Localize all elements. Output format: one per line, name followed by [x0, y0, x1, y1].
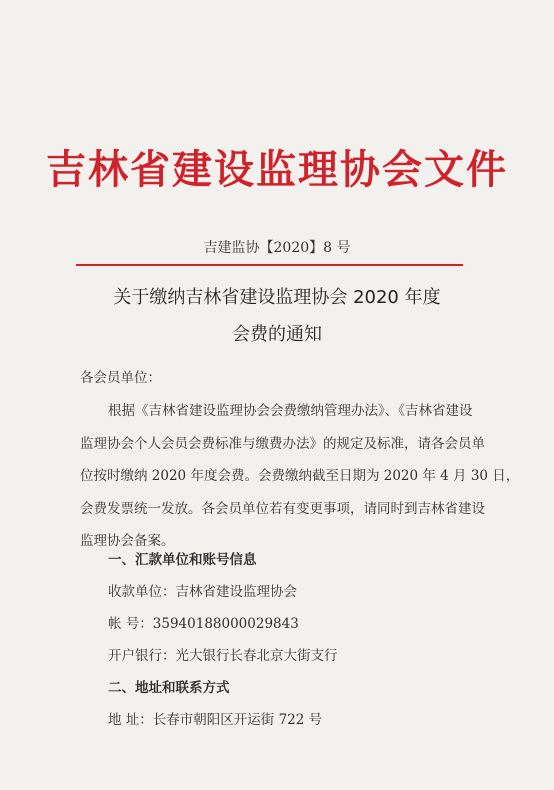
paragraph-line: 会费发票统一发放。各会员单位若有变更事项，请同时到吉林省建设 — [80, 500, 485, 517]
paragraph-line: 监理协会个人会员会费标准与缴费办法》的规定及标准，请各会员单 — [80, 435, 485, 452]
paragraph-line: 位按时缴纳 2020 年度会费。会费缴纳截至日期为 2020 年 4 月 30 日， — [80, 468, 520, 484]
bank-line: 开户银行：光大银行长春北京大街支行 — [108, 648, 338, 664]
paragraph-line: 根据《吉林省建设监理协会会费缴纳管理办法》、《吉林省建设 — [108, 403, 473, 419]
section-heading-remittance: 一、汇款单位和账号信息 — [108, 552, 257, 568]
section-heading-contact: 二、地址和联系方式 — [108, 680, 230, 696]
red-divider-line — [76, 264, 463, 266]
salutation: 各会员单位： — [80, 370, 161, 386]
address-line: 地 址：长春市朝阳区开运街 722 号 — [108, 712, 323, 728]
notice-title-line1: 关于缴纳吉林省建设监理协会 2020 年度 — [113, 287, 441, 308]
notice-title-line2: 会费的通知 — [232, 324, 322, 345]
document-header-title: 吉林省建设监理协会文件 — [46, 146, 508, 193]
payee-line: 收款单位：吉林省建设监理协会 — [108, 584, 297, 600]
document-number: 吉建监协【2020】8 号 — [203, 240, 351, 256]
account-line: 帐 号：35940188000029843 — [108, 616, 299, 632]
body-paragraph — [80, 395, 520, 558]
paragraph-line: 监理协会备案。 — [80, 533, 175, 549]
